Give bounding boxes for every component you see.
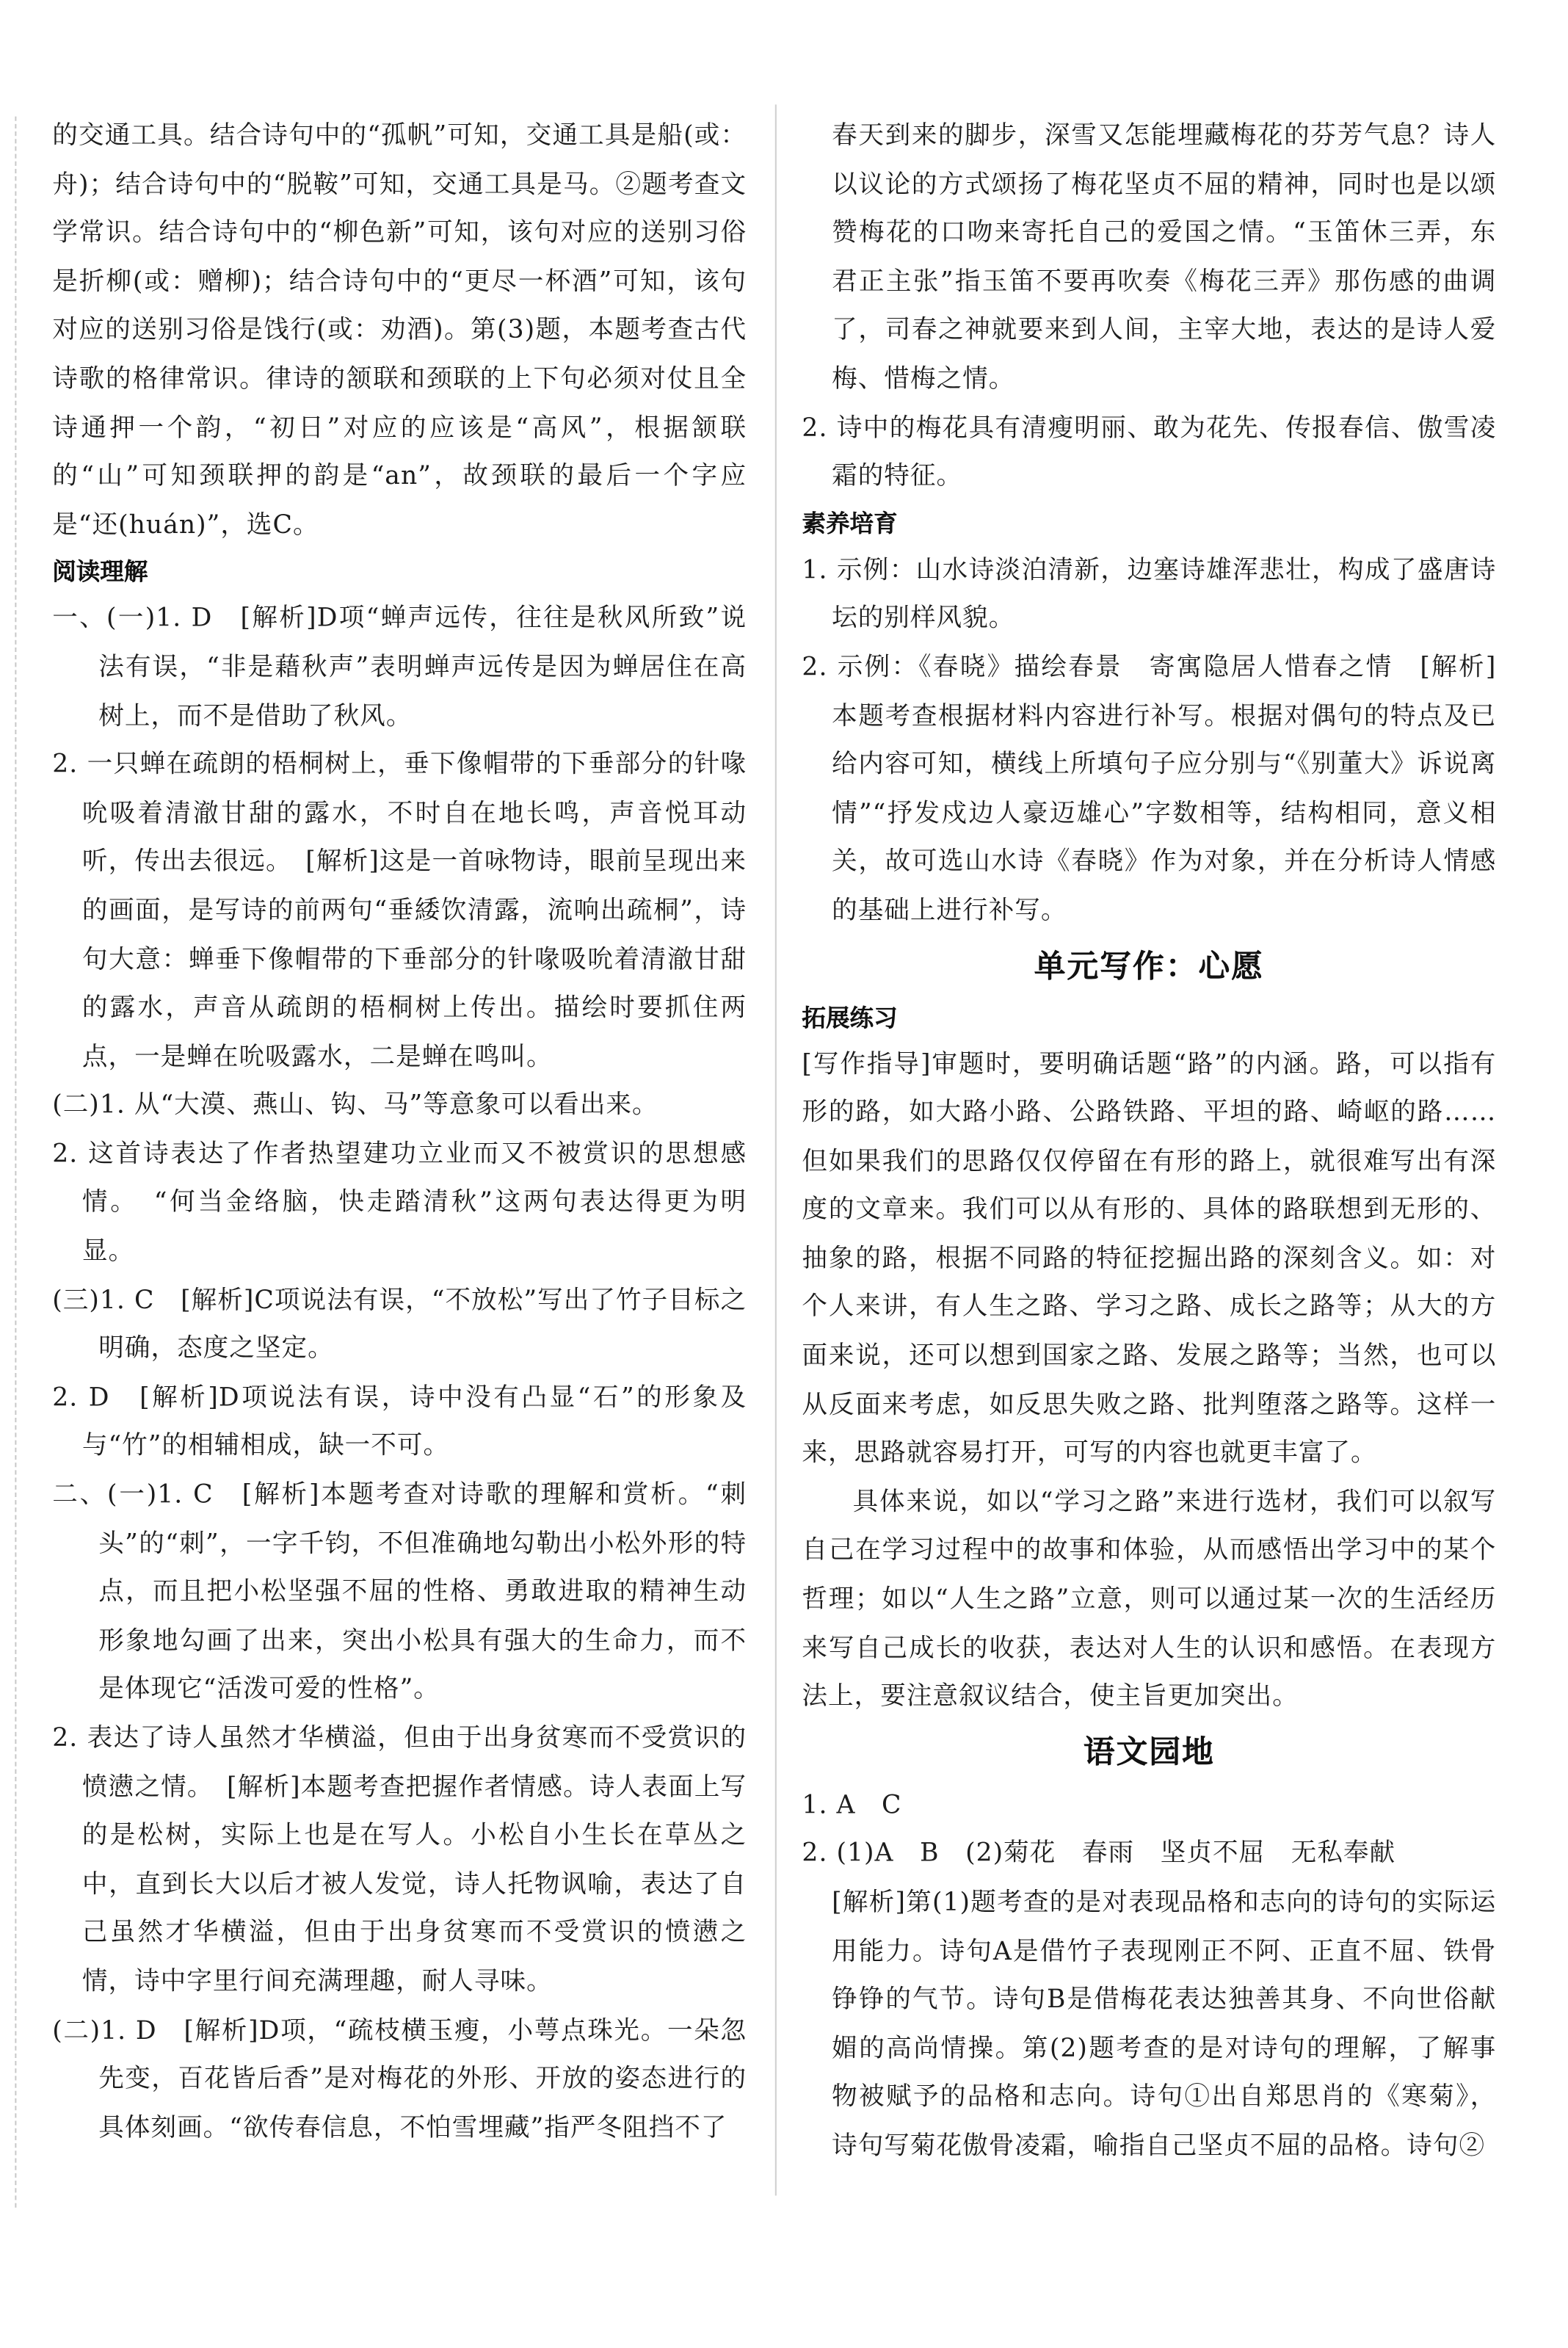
section-title-garden: 语文园地 xyxy=(1083,1733,1215,1770)
left-answer-1-1-1: 一、(一)1. D [解析]D项“蝉声远传，往往是秋风所致”说法有误，“非是藉秋声”表明蝉声远传是因为蝉居住在高树上，而不是借助了秋风。 xyxy=(52,604,747,731)
binding-guide-line xyxy=(15,117,16,2208)
left-column xyxy=(52,112,747,2153)
left-answer-2-2-1: (二)1. D [解析]D项，“疏枝横玉瘦，小萼点珠光。一朵忽先变，百花皆后香”是对梅花的外形、开放的姿态进行的具体刻画。“欲传春信息，不怕雪埋藏”指严冬阻挡不了 xyxy=(52,2015,747,2143)
left-answer-2-1-1: 二、(一)1. C [解析]本题考查对诗歌的理解和赏析。“刺头”的“刺”，一字千钧，不但准确地勾勒出小松外形的特点，而且把小松坚强不屈的性格、勇敢进取的精神生动形象地勾画了出来，突出小松具有强大的生命力，而不是体现它“活泼可爱的性格”。 xyxy=(52,1480,747,1705)
right-literacy-1: 1. 示例：山水诗淡泊清新，边塞诗雄浑悲壮，构成了盛唐诗坛的别样风貌。 xyxy=(802,555,1497,634)
section-heading-literacy: 素养培育 xyxy=(802,509,898,537)
right-para-continued: 春天到来的脚步，深雪又怎能埋藏梅花的芬芳气息？诗人以议论的方式颂扬了梅花坚贞不屈的精神，同时也是以颂赞梅花的口吻来寄托自己的爱国之情。“玉笛休三弄，东君正主张”指玉笛不要再吹奏《梅花三弄》那伤感的曲调了，司春之神就要来到人间，主宰大地，表达的是诗人爱梅、惜梅之情。 xyxy=(832,120,1497,394)
left-answer-1-2-1: (二)1. 从“大漠、燕山、钩、马”等意象可以看出来。 xyxy=(52,1090,658,1121)
writing-detail-para: 具体来说，如以“学习之路”来进行选材，我们可以叙写自己在学习过程中的故事和体验，从而感悟出学习中的某个哲理；如以“人生之路”立意，则可以通过某一次的生活经历来写自己成长的收获，表达对人生的认识和感悟。在表现方法上，要注意叙议结合，使主旨更加突出。 xyxy=(802,1487,1497,1712)
left-answer-1-1-2: 2. 一只蝉在疏朗的梧桐树上，垂下像帽带的下垂部分的针喙吮吸着清澈甘甜的露水，不时自在地长鸣，声音悦耳动听，传出去很远。 [解析]这是一首咏物诗，眼前呈现出来的画面，是写诗的前两句“垂緌饮清露，流响出疏桐”，诗句大意：蝉垂下像帽带的下垂部分的针喙吸吮着清澈甘甜的露水，声音从疏朗的梧桐树上传出。描绘时要抓住两点，一是蝉在吮吸露水，二是蝉在鸣叫。 xyxy=(52,750,747,1072)
left-para-0: 的交通工具。结合诗句中的“孤帆”可知，交通工具是船(或：舟)；结合诗句中的“脱鞍”可知，交通工具是马。②题考查文学常识。结合诗句中的“柳色新”可知，该句对应的送别习俗是折柳(或：赠柳)；结合诗句中的“更尽一杯酒”可知，该句对应的送别习俗是饯行(或：劝酒)。第(3)题，本题考查古代诗歌的格律常识。律诗的颔联和颈联的上下句必须对仗且全诗通押一个韵，“初日”对应的应该是“高风”，根据颔联的“山”可知颈联押的韵是“an”，故颈联的最后一个字应是“还(huán)”，选C。 xyxy=(52,120,747,540)
section-heading-reading: 阅读理解 xyxy=(52,557,148,587)
left-answer-1-3-2: 2. D [解析]D项说法有误，诗中没有凸显“石”的形象及与“竹”的相辅相成，缺一不可。 xyxy=(52,1383,747,1462)
left-answer-1-3-1: (三)1. C [解析]C项说法有误，“不放松”写出了竹子目标之明确，态度之坚定。 xyxy=(52,1285,747,1364)
writing-guide-para: [写作指导]审题时，要明确话题“路”的内涵。路，可以指有形的路，如大路小路、公路铁路、平坦的路、崎岖的路……但如果我们的思路仅仅停留在有形的路上，就很难写出有深度的文章来。我们可以从有形的、具体的路联想到无形的、抽象的路，根据不同路的特征挖掘出路的深刻含义。如：对个人来讲，有人生之路、学习之路、成长之路等；从大的方面来说，还可以想到国家之路、发展之路等；当然，也可以从反面来考虑，如反思失败之路、批判堕落之路等。这样一来，思路就容易打开，可写的内容也就更丰富了。 xyxy=(802,1049,1497,1469)
right-answer-2-2-2: 2. 诗中的梅花具有清瘦明丽、敢为花先、传报春信、傲雪凌霜的特征。 xyxy=(802,413,1497,492)
right-column xyxy=(802,112,1496,2171)
left-answer-1-2-2: 2. 这首诗表达了作者热望建功立业而又不被赏识的思想感情。 “何当金络脑，快走踏清秋”这两句表达得更为明显。 xyxy=(52,1139,747,1267)
garden-answer-2: 2. (1)A B (2)菊花 春雨 坚贞不屈 无私奉献 xyxy=(802,1839,1396,1869)
right-literacy-2: 2. 示例：《春晓》描绘春景 寄寓隐居人惜春之情 [解析]本题考查根据材料内容进行补写。根据对偶句的特点及已给内容可知，横线上所填句子应分别与“《别董大》诉说离情”“抒发戍边人豪迈雄心”字数相等，结构相同，意义相关，故可选山水诗《春晓》作为对象，并在分析诗人情感的基础上进行补写。 xyxy=(802,652,1497,927)
section-title-writing: 单元写作：心愿 xyxy=(1034,947,1265,984)
left-answer-2-1-2: 2. 表达了诗人虽然才华横溢，但由于出身贫寒而不受赏识的愤懑之情。 [解析]本题考查把握作者情感。诗人表面上写的是松树，实际上也是在写人。小松自小生长在草丛之中，直到长大以后才被人发觉，诗人托物讽喻，表达了自己虽然才华横溢，但由于出身贫寒而不受赏识的愤懑之情，诗中字里行间充满理趣，耐人寻味。 xyxy=(52,1723,747,1997)
section-heading-extension: 拓展练习 xyxy=(802,1003,898,1032)
column-divider xyxy=(775,104,777,2195)
garden-answer-1: 1. A C xyxy=(802,1790,902,1821)
garden-analysis: [解析]第(1)题考查的是对表现品格和志向的诗句的实际运用能力。诗句A是借竹子表现刚正不阿、正直不屈、铁骨铮铮的气节。诗句B是借梅花表达独善其身、不向世俗献媚的高尚情操。第(2)题考查的是对诗句的理解，了解事物被赋予的品格和志向。诗句①出自郑思肖的《寒菊》，诗句写菊花傲骨凌霜，喻指自己坚贞不屈的品格。诗句② xyxy=(832,1888,1497,2162)
